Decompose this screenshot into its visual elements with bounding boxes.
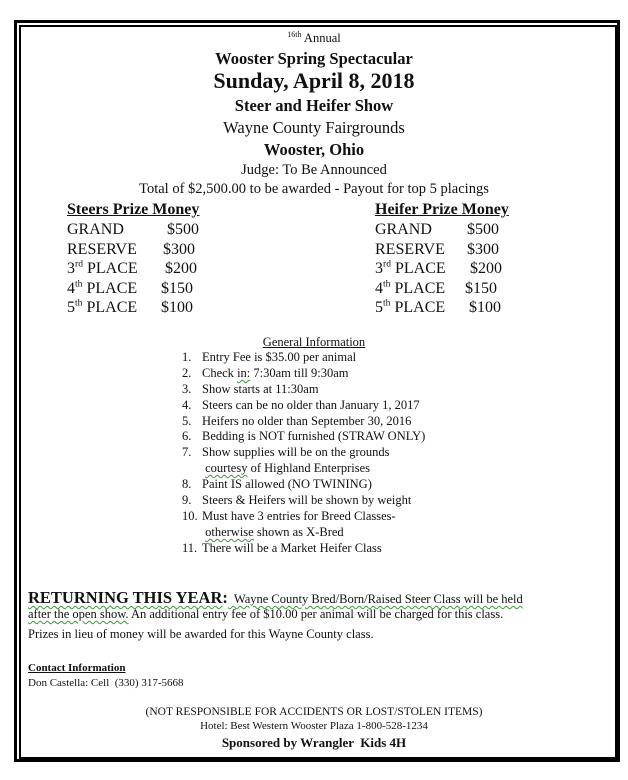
- returning-line-3: Prizes in lieu of money will be awarded for this Wayne County class.: [28, 627, 374, 641]
- returning-colon: :: [222, 588, 228, 607]
- item-text-flagged: in:: [237, 365, 251, 380]
- prize-row: [375, 241, 509, 261]
- item-text: Steers can be no older than January 1, 2017: [202, 397, 420, 412]
- prize-amount: $100: [161, 299, 193, 316]
- show-type: Steer and Heifer Show: [234, 96, 394, 115]
- list-item: [182, 429, 425, 445]
- returning-text: Wayne County Bred/Born/Raised Steer Class will be held: [227, 592, 523, 606]
- prize-place: RESERVE: [67, 240, 137, 258]
- returning-text-flagged: after the open show.: [28, 607, 129, 621]
- prize-place: 3: [67, 260, 75, 277]
- prize-place: RESERVE: [375, 240, 445, 258]
- prize-row: [67, 260, 199, 280]
- item-number: 6.: [182, 429, 192, 444]
- list-item: [182, 541, 425, 557]
- venue: Wayne County Fairgrounds: [223, 118, 405, 137]
- event-name: Wooster Spring Spectacular: [215, 49, 413, 68]
- item-text: There will be a Market Heifer Class: [202, 540, 382, 555]
- prize-place: 5: [67, 299, 75, 316]
- prize-row: [375, 299, 509, 319]
- prize-place: GRAND: [375, 221, 432, 238]
- prize-amount: $500: [167, 221, 199, 238]
- prize-row: [375, 260, 509, 280]
- annual-word: Annual: [303, 31, 341, 45]
- total-award: Total of $2,500.00 to be awarded - Payout for top 5 placings: [139, 181, 489, 197]
- item-number: 8.: [182, 477, 192, 492]
- list-item: [182, 366, 425, 382]
- prize-place-rest: PLACE: [83, 260, 138, 277]
- item-text-flagged: courtesy: [205, 461, 248, 476]
- steers-prize-table: [67, 201, 199, 319]
- prize-place: GRAND: [67, 221, 124, 238]
- prize-place-rest: PLACE: [82, 279, 138, 297]
- list-item-continuation: [182, 461, 425, 477]
- annual-suffix: th: [295, 29, 302, 39]
- item-number: 2.: [182, 365, 192, 380]
- item-text: Bedding is NOT furnished (STRAW ONLY): [202, 429, 426, 444]
- item-number: 7.: [182, 445, 192, 460]
- list-item: [182, 445, 425, 461]
- prize-place-suffix: th: [75, 297, 83, 309]
- item-text-flagged: otherwise: [205, 524, 254, 539]
- prize-row: [67, 299, 199, 319]
- disclaimer: (NOT RESPONSIBLE FOR ACCIDENTS OR LOST/STOLEN ITEMS): [145, 706, 483, 718]
- prize-place-rest: PLACE: [82, 299, 138, 316]
- item-text: Paint IS allowed (NO TWINING): [202, 477, 372, 492]
- general-info-title: General Information: [262, 335, 366, 349]
- prize-amount: $200: [470, 260, 502, 277]
- item-text: Show supplies will be on the grounds: [202, 445, 390, 460]
- item-text: Must have 3 entries for Breed Classes-: [202, 508, 396, 523]
- prize-row: [375, 280, 509, 300]
- item-text: 7:30am till 9:30am: [250, 365, 349, 380]
- prize-place-suffix: th: [383, 297, 391, 309]
- annual-line: [0, 31, 628, 46]
- list-item: [182, 398, 425, 414]
- prize-row: [67, 241, 199, 261]
- prize-amount: $500: [467, 221, 499, 238]
- annual-ordinal: 16: [287, 29, 296, 39]
- prize-place-rest: PLACE: [391, 260, 446, 277]
- contact-title: Contact Information: [28, 662, 126, 674]
- returning-line-1: [28, 588, 523, 608]
- prize-row: [67, 280, 199, 300]
- list-item: [182, 493, 425, 509]
- prize-row: [375, 221, 509, 241]
- heifer-prize-table: [375, 201, 509, 319]
- item-number: 9.: [182, 493, 192, 508]
- prize-amount: $300: [467, 240, 499, 258]
- item-number: 5.: [182, 413, 192, 428]
- list-item: [182, 350, 425, 366]
- prize-amount: $150: [465, 279, 497, 297]
- prize-row: [67, 221, 199, 241]
- item-text: Check: [202, 365, 238, 380]
- hotel-info: Hotel: Best Western Wooster Plaza 1-800-528-1234: [200, 720, 428, 732]
- prize-place-suffix: rd: [383, 258, 391, 270]
- city: Wooster, Ohio: [263, 140, 365, 159]
- item-text: Heifers no older than September 30, 2016: [202, 413, 412, 428]
- item-number: 11.: [182, 540, 198, 555]
- item-text: Steers & Heifers will be shown by weight: [202, 493, 412, 508]
- item-text: Show starts at 11:30am: [202, 381, 319, 396]
- item-text: shown as X-Bred: [253, 524, 344, 539]
- list-item-continuation: [182, 525, 425, 541]
- returning-label: RETURNING THIS YEAR: [28, 588, 223, 607]
- event-date: Sunday, April 8, 2018: [213, 68, 415, 93]
- item-number: 10.: [182, 508, 198, 523]
- item-text: of Highland Enterprises: [247, 461, 371, 476]
- item-number: 4.: [182, 397, 192, 412]
- steers-prize-title: Steers Prize Money: [67, 201, 200, 218]
- item-text: Entry Fee is $35.00 per animal: [202, 350, 357, 364]
- heifer-prize-title: Heifer Prize Money: [375, 201, 509, 218]
- prize-place-suffix: th: [383, 278, 391, 290]
- prize-place-rest: PLACE: [390, 299, 446, 316]
- prize-place: 5: [375, 299, 383, 316]
- contact-line: Don Castella: Cell (330) 317-5668: [28, 677, 184, 689]
- prize-amount: $300: [163, 240, 195, 258]
- list-item: [182, 509, 425, 525]
- item-number: 3.: [182, 381, 192, 396]
- item-number: 1.: [182, 350, 192, 364]
- prize-amount: $200: [165, 260, 197, 277]
- list-item: [182, 414, 425, 430]
- judge: Judge: To Be Announced: [241, 162, 387, 178]
- returning-line-2: [28, 607, 503, 622]
- prize-place-suffix: rd: [75, 258, 83, 270]
- general-info-list: [182, 350, 425, 557]
- prize-place: 3: [375, 260, 383, 277]
- prize-amount: $100: [469, 299, 501, 316]
- prize-place-rest: PLACE: [390, 279, 446, 297]
- prize-place: 4: [67, 279, 75, 297]
- prize-amount: $150: [161, 279, 193, 297]
- prize-place: 4: [375, 279, 383, 297]
- list-item: [182, 382, 425, 398]
- sponsor: Sponsored by Wrangler Kids 4H: [221, 735, 407, 750]
- returning-text: An additional entry fee of $10.00 per animal will be charged for this class.: [128, 607, 504, 621]
- list-item: [182, 477, 425, 493]
- prize-place-suffix: th: [75, 278, 83, 290]
